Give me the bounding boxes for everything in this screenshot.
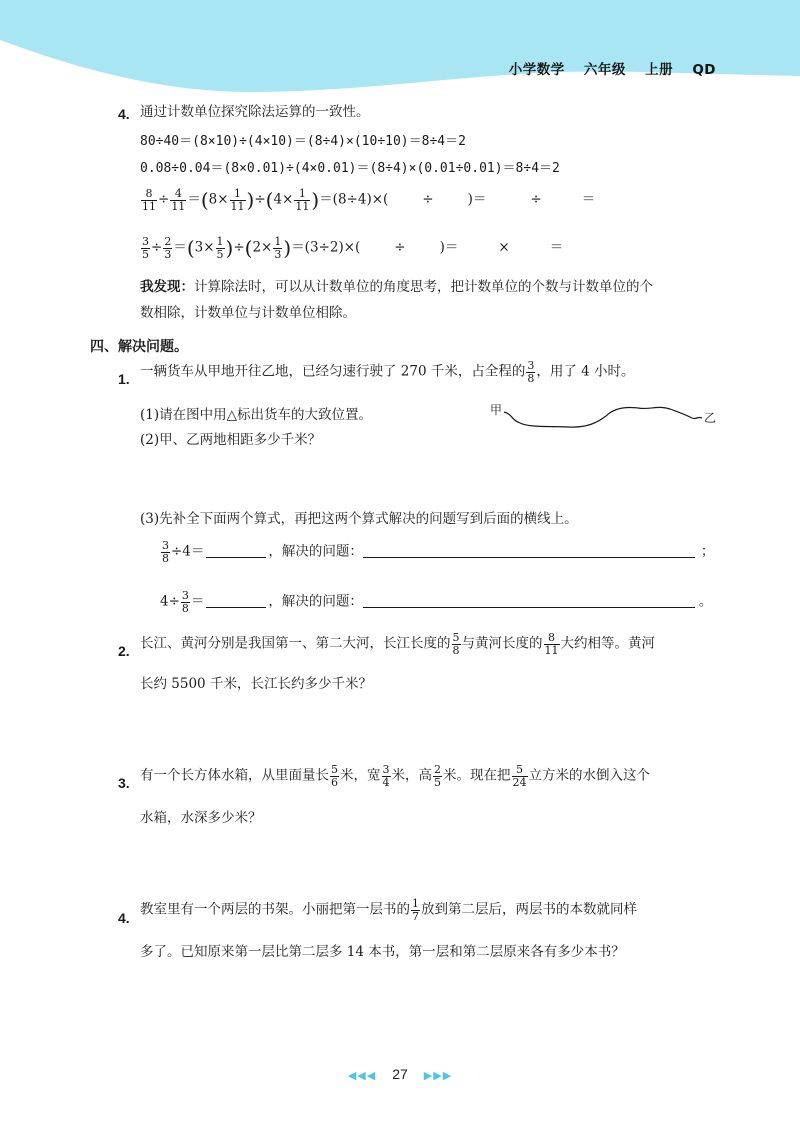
answer-blank-div[interactable]: ÷ bbox=[530, 191, 542, 208]
page-footer bbox=[0, 1066, 800, 1082]
header-wave-banner bbox=[0, 0, 800, 110]
fraction: $\frac{5}{8}$ bbox=[452, 631, 460, 657]
problem-1-text: 一辆货车从甲地开往乙地，已经匀速行驶了 270 千米，占全程的 $\frac{3}{8}$ ，用了 4 小时。 bbox=[140, 359, 635, 385]
equation-line-1: $\frac{3}{8}$ ÷4＝ ，解决的问题： ； bbox=[162, 539, 715, 565]
fraction: $\frac{1}{3}$ bbox=[274, 235, 282, 261]
fraction: $\frac{3}{8}$ bbox=[527, 359, 535, 385]
answer-blank-div[interactable]: ÷ bbox=[422, 191, 434, 208]
q4-line-1: 80÷40＝(8×10)÷(4×10)＝(8÷4)×(10÷10)＝8÷4＝2 bbox=[140, 134, 466, 149]
fraction: $\frac{1}{11}$ bbox=[295, 187, 310, 213]
q4-line-2: 0.08÷0.04＝(8×0.01)÷(4×0.01)＝(8÷4)×(0.01÷0.01)＝8÷4＝2 bbox=[140, 161, 560, 176]
header-edition: QD bbox=[692, 62, 716, 78]
q4-title: 通过计数单位探究除法运算的一致性。 bbox=[140, 104, 370, 120]
problem-1-sub-3: (3)先补全下面两个算式，再把这两个算式解决的问题写到后面的横线上。 bbox=[140, 511, 578, 527]
problem-3-text: 有一个长方体水箱，从里面量长 $\frac{5}{6}$ 米，宽 $\frac{3}{4}$ 米，高 $\frac{2}{5}$ 米。现在把 $\frac{5}{24}$ 立方米的水倒入这个 bbox=[140, 763, 650, 789]
problem-2-text: 长江、黄河分别是我国第一、第二大河，长江长度的 $\frac{5}{8}$ 与黄河长度的 $\frac{8}{11}$ 大约相等。黄河 bbox=[140, 631, 655, 657]
fraction: $\frac{3}{8}$ bbox=[162, 539, 169, 565]
header-subject: 小学数学 bbox=[508, 62, 565, 78]
prev-arrows-icon[interactable]: ◀◀◀ bbox=[347, 1070, 377, 1082]
header-grade: 六年级 bbox=[583, 62, 626, 78]
q4-line-3: $\frac{8}{11}$ ÷ $\frac{4}{11}$ ＝(8× $\frac{1}{11}$ )÷(4× $\frac{1}{11}$ )＝(8÷4)×( ÷ )＝ ÷ ＝ bbox=[142, 187, 596, 213]
problem-4-number: 4. bbox=[118, 910, 130, 926]
answer-blank[interactable] bbox=[206, 557, 266, 558]
fraction: $\frac{2}{5}$ bbox=[434, 763, 441, 789]
map-end-label: 乙 bbox=[704, 411, 717, 425]
equation-line-2: 4÷ $\frac{3}{8}$ ＝ ，解决的问题： 。 bbox=[160, 589, 713, 615]
answer-blank-mul[interactable]: × bbox=[498, 239, 510, 256]
problem-4-text: 教室里有一个两层的书架。小丽把第一层书的 $\frac{1}{7}$ 放到第二层后，两层书的本数就同样 bbox=[140, 897, 637, 923]
discovery-line-1: 我发现：计算除法时，可以从计数单位的角度思考，把计数单位的个数与计数单位的个 bbox=[140, 279, 653, 295]
answer-blank-div[interactable]: ÷ bbox=[394, 239, 406, 256]
problem-3-line-2: 水箱，水深多少米？ bbox=[140, 810, 262, 826]
fraction: $\frac{1}{11}$ bbox=[230, 187, 245, 213]
answer-line[interactable] bbox=[363, 557, 695, 558]
route-map[interactable] bbox=[488, 400, 728, 440]
next-arrows-icon[interactable]: ▶▶▶ bbox=[423, 1070, 453, 1082]
fraction: $\frac{1}{7}$ bbox=[412, 897, 419, 923]
problem-2-number: 2. bbox=[118, 643, 130, 659]
problem-3-number: 3. bbox=[118, 775, 130, 791]
answer-blank[interactable] bbox=[206, 607, 266, 608]
fraction: $\frac{5}{6}$ bbox=[331, 763, 338, 789]
q4-number: 4. bbox=[118, 106, 130, 122]
fraction: $\frac{3}{8}$ bbox=[181, 589, 189, 615]
discovery-label: 我发现： bbox=[140, 279, 194, 295]
map-start-label: 甲 bbox=[490, 403, 503, 417]
fraction: $\frac{3}{5}$ bbox=[142, 235, 149, 261]
page-number: 27 bbox=[392, 1066, 408, 1082]
fraction: $\frac{5}{24}$ bbox=[512, 763, 527, 789]
problem-4-line-2: 多了。已知原来第一层比第二层多 14 本书，第一层和第二层原来各有多少本书？ bbox=[140, 944, 625, 960]
header-info bbox=[495, 58, 716, 78]
fraction: $\frac{3}{4}$ bbox=[382, 763, 390, 789]
fraction: $\frac{8}{11}$ bbox=[142, 187, 156, 213]
route-line bbox=[488, 400, 728, 440]
problem-1-sub-1: (1)请在图中用△标出货车的大致位置。 bbox=[140, 407, 373, 423]
problem-1-number: 1. bbox=[118, 371, 130, 387]
answer-line[interactable] bbox=[363, 607, 695, 608]
fraction: $\frac{1}{5}$ bbox=[216, 235, 224, 261]
section-title: 四、解决问题。 bbox=[90, 339, 188, 355]
fraction: $\frac{4}{11}$ bbox=[171, 187, 186, 213]
fraction: $\frac{8}{11}$ bbox=[544, 631, 559, 657]
fraction: $\frac{2}{3}$ bbox=[164, 235, 172, 261]
header-volume: 上册 bbox=[645, 62, 674, 78]
q4-line-4: $\frac{3}{5}$ ÷ $\frac{2}{3}$ ＝(3× $\frac{1}{5}$ )÷(2× $\frac{1}{3}$ )＝(3÷2)×( ÷ )＝ × ＝ bbox=[142, 235, 564, 261]
discovery-line-2: 数相除，计数单位与计数单位相除。 bbox=[140, 305, 356, 321]
problem-1-sub-2: (2)甲、乙两地相距多少千米？ bbox=[140, 432, 322, 448]
problem-2-line-2: 长约 5500 千米，长江长约多少千米？ bbox=[140, 676, 372, 692]
